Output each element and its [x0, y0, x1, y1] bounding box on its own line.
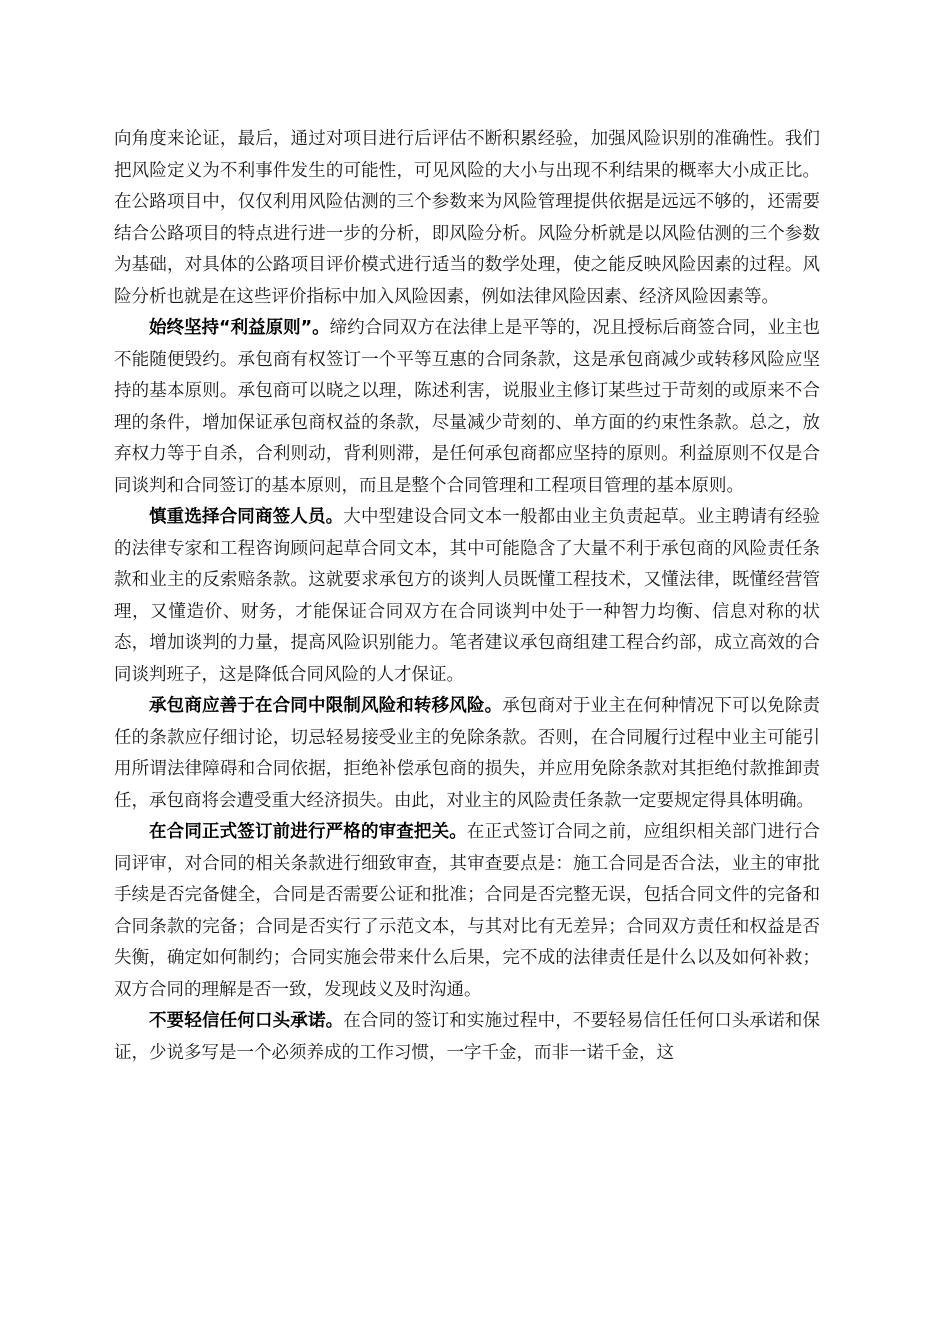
paragraph-risk-limitation [114, 691, 820, 817]
paragraph-body: 向角度来论证，最后，通过对项目进行后评估不断积累经验，加强风险识别的准确性。我们把风险定义为不利事件发生的可能性，可见风险的大小与出现不利结果的概率大小成正比。在公路项目中，仅仅利用风险估测的三个参数来为风险管理提供依据是远远不够的，还需要结合公路项目的特点进行进一步的分析，即风险分析。风险分析就是以风险估测的三个参数为基础，对具体的公路项目评价模式进行适当的数学处理，使之能反映风险因素的过程。风险分析也就是在这些评价指标中加入风险因素，例如法律风险因素、经济风险因素等。 [114, 129, 820, 307]
paragraph-body: 承包商对于业主在何种情况下可以免除责任的条款应仔细讨论，切忌轻易接受业主的免除条款。否则，在合同履行过程中业主可能引用所谓法律障碍和合同依据，拒绝补偿承包商的损失，并应用免除条款对其拒绝付款推卸责任，承包商将会遭受重大经济损失。由此，对业主的风险责任条款一定要规定得具体明确。 [114, 696, 821, 811]
paragraph-negotiator-selection [114, 502, 820, 691]
paragraph-continuation [114, 124, 820, 313]
paragraph-lead: 不要轻信任何口头承诺。 [149, 1011, 344, 1031]
paragraph-body: 缔约合同双方在法律上是平等的，况且授标后商签合同，业主也不能随便毁约。承包商有权签订一个平等互惠的合同条款，这是承包商减少或转移风险应坚持的基本原则。承包商可以晓之以理，陈述利害，说服业主修订某些过于苛刻的或原来不合理的条件，增加保证承包商权益的条款，尽量减少苛刻的、单方面的约束性条款。总之，放弃权力等于自杀，合利则动，背利则滞，是任何承包商都应坚持的原则。利益原则不仅是合同谈判和合同签订的基本原则，而且是整个合同管理和工程项目管理的基本原则。 [114, 318, 820, 496]
paragraph-lead: 始终坚持“利益原则”。 [149, 318, 330, 338]
paragraph-body: 大中型建设合同文本一般都由业主负责起草。业主聘请有经验的法律专家和工程咨询顾问起草合同文本，其中可能隐含了大量不利于承包商的风险责任条款和业主的反索赔条款。这就要求承包方的谈判人员既懂工程技术，又懂法律，既懂经营管理，又懂造价、财务，才能保证合同双方在合同谈判中处于一种智力均衡、信息对称的状态，增加谈判的力量，提高风险识别能力。笔者建议承包商组建工程合约部，成立高效的合同谈判班子，这是降低合同风险的人才保证。 [114, 507, 821, 685]
paragraph-body: 在正式签订合同之前，应组织相关部门进行合同评审，对合同的相关条款进行细致审查，其审查要点是：施工合同是否合法，业主的审批手续是否完备健全，合同是否需要公证和批准；合同是否完整无误，包括合同文件的完备和合同条款的完备；合同是否实行了示范文本，与其对比有无差异；合同双方责任和权益是否失衡，确定如何制约；合同实施会带来什么后果，完不成的法律责任是什么以及如何补救；双方合同的理解是否一致，发现歧义及时沟通。 [114, 822, 821, 1000]
paragraph-lead: 在合同正式签订前进行严格的审查把关。 [149, 822, 467, 842]
paragraph-body: 在合同的签订和实施过程中，不要轻易信任任何口头承诺和保证，少说多写是一个必须养成的工作习惯，一字千金，而非一诺千金，这 [114, 1011, 821, 1063]
paragraph-lead: 慎重选择合同商签人员。 [149, 507, 344, 527]
paragraph-interest-principle [114, 313, 820, 502]
paragraph-verbal-promises [114, 1006, 820, 1069]
paragraph-contract-review [114, 817, 820, 1006]
body-text [114, 124, 820, 1069]
paragraph-lead: 承包商应善于在合同中限制风险和转移风险。 [149, 696, 503, 716]
